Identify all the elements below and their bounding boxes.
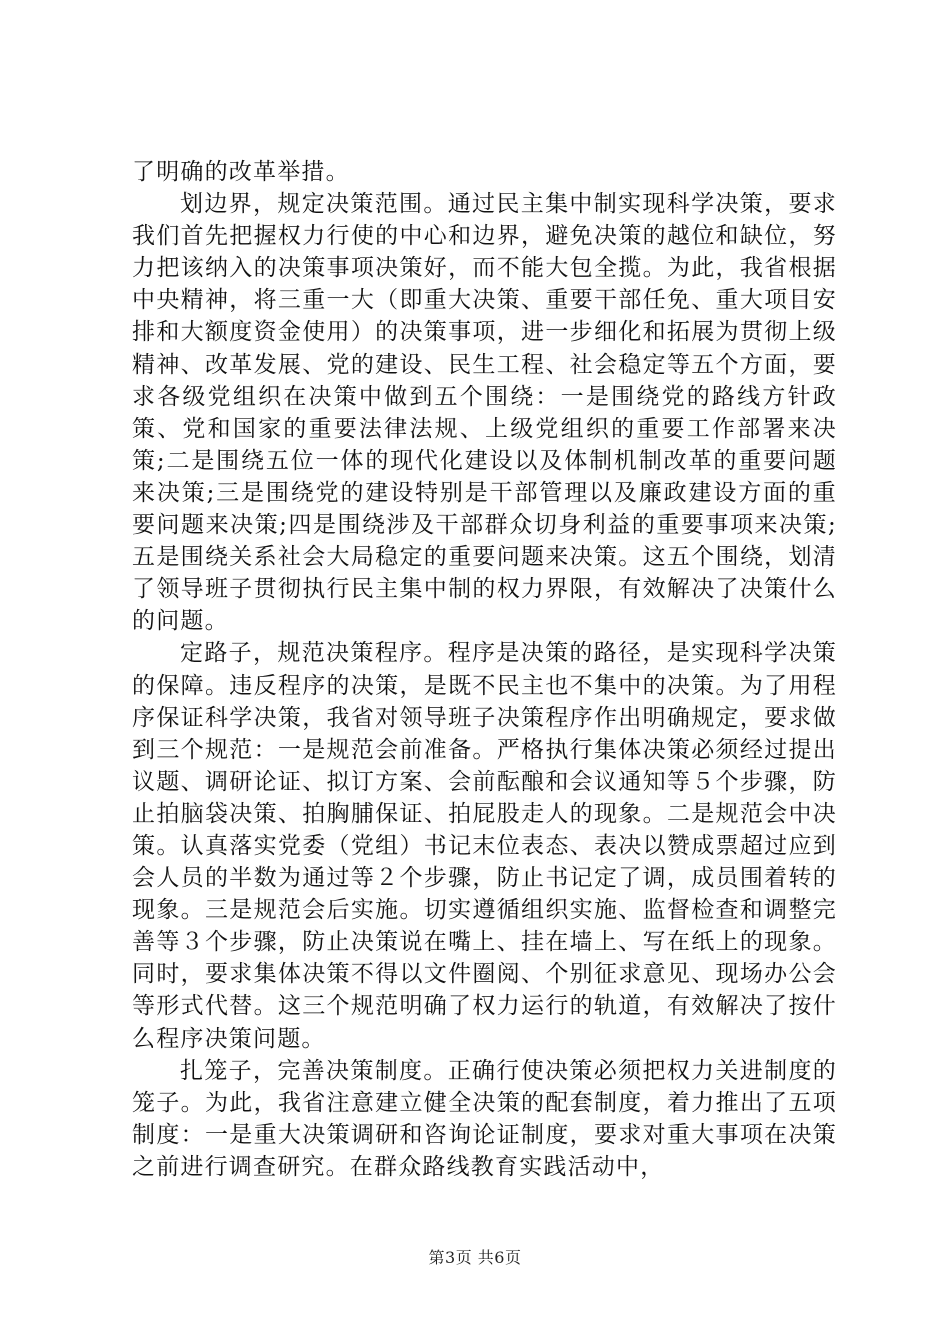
page-number-footer: 第3页 共6页 (428, 1248, 522, 1267)
paragraph-1: 了明确的改革举措。 (132, 159, 350, 185)
paragraph-3: 定路子，规范决策程序。程序是决策的路径，是实现科学决策的保障。违反程序的决策，是既不民主也不集中的决策。为了用程序保证科学决策，我省对领导班子决策程序作出明确规定，要求做到三个规范：一是规范会前准备。严格执行集体决策必须经过提出议题、调研论证、拟订方案、会前酝酿和会议通知等５个步骤，防止拍脑袋决策、拍胸脯保证、拍屁股走人的现象。二是规范会中决策。认真落实党委（党组）书记末位表态、表决以赞成票超过应到会人员的半数为通过等２个步骤，防止书记定了调，成员围着转的现象。三是规范会后实施。切实遵循组织实施、监督检查和调整完善等３个步骤，防止决策说在嘴上、挂在墙上、写在纸上的现象。同时，要求集体决策不得以文件圈阅、个别征求意见、现场办公会等形式代替。这三个规范明确了权力运行的轨道，有效解决了按什么程序决策问题。 (132, 640, 837, 1052)
document-body (132, 156, 837, 1183)
paragraph-4: 扎笼子，完善决策制度。正确行使决策必须把权力关进制度的笼子。为此，我省注意建立健全决策的配套制度，着力推出了五项制度：一是重大决策调研和咨询论证制度，要求对重大事项在决策之前进行调查研究。在群众路线教育实践活动中， (132, 1057, 837, 1180)
paragraph-2: 划边界，规定决策范围。通过民主集中制实现科学决策，要求我们首先把握权力行使的中心和边界，避免决策的越位和缺位，努力把该纳入的决策事项决策好，而不能大包全揽。为此，我省根据中央精神，将三重一大（即重大决策、重要干部任免、重大项目安排和大额度资金使用）的决策事项，进一步细化和拓展为贯彻上级精神、改革发展、党的建设、民生工程、社会稳定等五个方面，要求各级党组织在决策中做到五个围绕：一是围绕党的路线方针政策、党和国家的重要法律法规、上级党组织的重要工作部署来决策;二是围绕五位一体的现代化建设以及体制机制改革的重要问题来决策;三是围绕党的建设特别是干部管理以及廉政建设方面的重要问题来决策;四是围绕涉及干部群众切身利益的重要事项来决策;五是围绕关系社会大局稳定的重要问题来决策。这五个围绕，划清了领导班子贯彻执行民主集中制的权力界限，有效解决了决策什么的问题。 (132, 191, 837, 635)
